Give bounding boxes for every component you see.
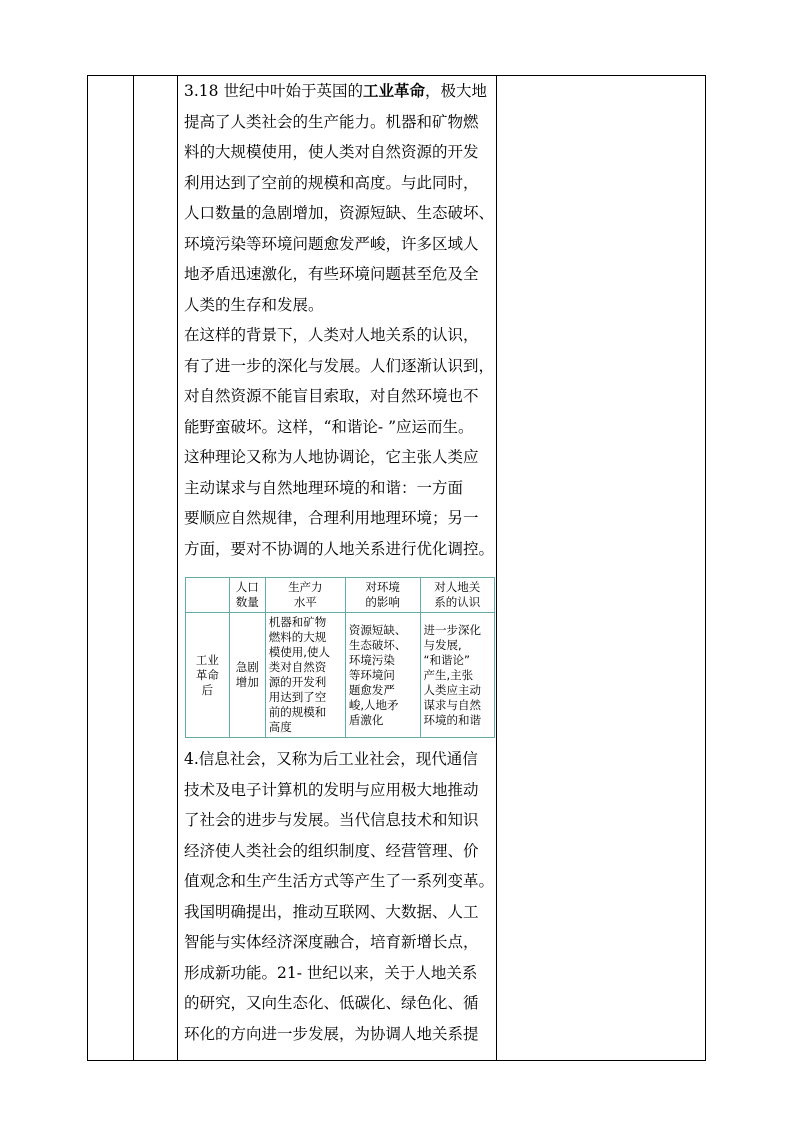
text-line: 提高了人类社会的生产能力。机器和矿物燃: [184, 112, 479, 131]
text-line: 环境污染等环境问题愈发严峻，许多区域人: [184, 234, 479, 253]
text-line: 这种理论又称为人地协调论，它主张人类应: [184, 448, 479, 466]
table-header-cell: 生产力 水平: [265, 578, 345, 613]
table-header-cell: 对人地关 系的认识: [420, 578, 494, 613]
table-cell-population: 急剧 增加: [229, 613, 265, 738]
text-line: 能野蛮破坏。这样，“和谐论- ”应运而生。: [184, 417, 474, 436]
text-line: 4.信息社会，又称为后工业社会，现代通信: [184, 750, 478, 768]
text-line: 形成新功能。21- 世纪以来，关于人地关系: [184, 963, 478, 982]
table-header-cell: 对环境 的影响: [345, 578, 420, 613]
table-header-cell: [186, 578, 230, 613]
column-divider: [496, 76, 497, 1060]
text-line: 人类的生存和发展。: [184, 295, 324, 314]
table-cell-impact: 资源短缺、 生态破坏、 环境污染 等环境问 题愈发严 峻,人地矛 盾激化: [345, 613, 420, 738]
column-divider: [177, 76, 178, 1060]
text-line: 了社会的进步与发展。当代信息技术和知识: [184, 811, 479, 829]
text-line: 主动谋求与自然地理环境的和谐：一方面: [184, 478, 464, 497]
text-line: 要顺应自然规律，合理利用地理环境；另一: [184, 509, 479, 527]
table-row: [186, 613, 495, 738]
text-line: 方面，要对不协调的人地关系进行优化调控。: [184, 539, 495, 558]
information-society-paragraph: [184, 744, 494, 1049]
text-line: 人口数量的急剧增加，资源短缺、生态破坏、: [184, 204, 495, 222]
section-3-text: [184, 76, 494, 564]
text-line: 料的大规模使用，使人类对自然资源的开发: [184, 143, 479, 161]
industrial-revolution-paragraph: [184, 76, 494, 564]
text-line: 经济使人类社会的组织制度、经营管理、价: [184, 841, 479, 860]
text-line: 有了进一步的深化与发展。人们逐渐认识到，: [184, 356, 495, 375]
text-line: 3.18 世纪中叶始于英国的工业革命，极大地: [184, 82, 487, 100]
page-table-frame: [87, 75, 706, 1061]
table-header-cell: 人口 数量: [229, 578, 265, 613]
section-4-text: [184, 744, 494, 1049]
text-line: 值观念和生产生活方式等产生了一系列变革。: [184, 872, 495, 890]
text-line: 我国明确提出，推动互联网、大数据、人工: [184, 902, 479, 921]
comparison-table: [185, 577, 495, 738]
table-cell-productivity: 机器和矿物 燃料的大规 模使用,使人 类对自然资 源的开发利 用达到了空 前的规模和 高度: [265, 613, 345, 738]
table-cell-period: 工业 革命 后: [186, 613, 230, 738]
text-line: 对自然资源不能盲目索取，对自然环境也不: [184, 387, 479, 405]
text-line: 的研究，又向生态化、低碳化、绿色化、循: [184, 994, 479, 1012]
column-divider: [133, 76, 134, 1060]
text-line: 技术及电子计算机的发明与应用极大地推动: [184, 780, 479, 799]
table-cell-view: 进一步深化 与发展, “和谐论” 产生,主张 人类应主动 谋求与自然 环境的和谐: [420, 613, 494, 738]
bold-term: 工业革命: [362, 82, 425, 100]
text-line: 地矛盾迅速激化，有些环境问题甚至危及全: [184, 265, 479, 283]
text-line: 环化的方向进一步发展，为协调人地关系提: [184, 1024, 479, 1043]
text-line: 利用达到了空前的规模和高度。与此同时，: [184, 173, 479, 192]
text-line: 智能与实体经济深度融合，培育新增长点，: [184, 933, 479, 951]
table-header-row: [186, 578, 495, 613]
text-line: 在这样的背景下，人类对人地关系的认识，: [184, 326, 479, 344]
